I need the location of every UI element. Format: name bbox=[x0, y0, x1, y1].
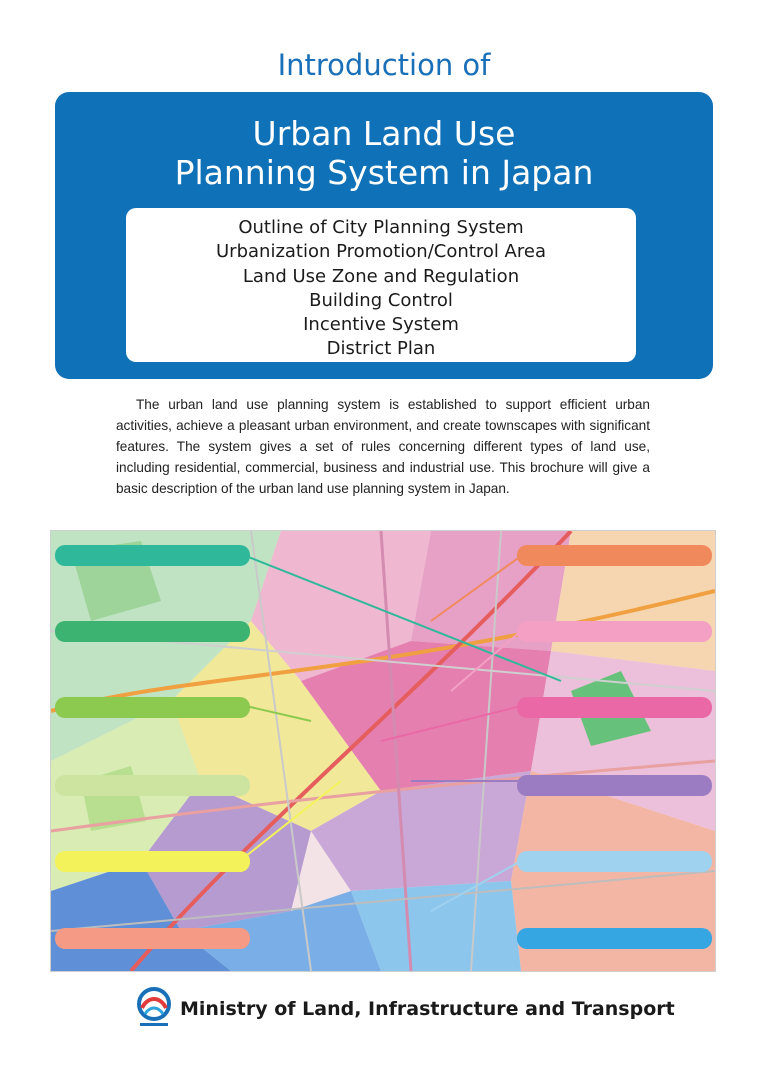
legend-bar-left bbox=[55, 697, 250, 718]
main-title-line1: Urban Land Use bbox=[252, 114, 516, 153]
main-title-line2: Planning System in Japan bbox=[174, 153, 594, 192]
legend-bar-right bbox=[517, 775, 712, 796]
pre-title: Introduction of bbox=[277, 48, 491, 82]
legend-bar-left bbox=[55, 775, 250, 796]
topic-item: Urbanization Promotion/Control Area bbox=[216, 241, 546, 263]
legend-bar-left bbox=[55, 545, 250, 566]
land-use-map bbox=[50, 530, 716, 972]
legend-bar-left bbox=[55, 851, 250, 872]
topic-item: Outline of City Planning System bbox=[238, 217, 524, 238]
ministry-logo-icon bbox=[134, 986, 174, 1030]
legend-bar-right bbox=[517, 928, 712, 949]
map-illustration bbox=[51, 531, 715, 971]
legend-bar-left bbox=[55, 928, 250, 949]
topic-item: Incentive System bbox=[303, 314, 459, 336]
topic-item: Building Control bbox=[309, 289, 453, 311]
legend-bar-right bbox=[517, 851, 712, 872]
legend-bar-left bbox=[55, 621, 250, 642]
intro-paragraph: The urban land use planning system is established to support efficient urban activities, achieve a pleasant urban environment, and create townscapes with significant features. The system gives a set of rules concerning different types of land use, including residential, commercial, business and industrial use. This brochure will give a basic description of the urban land use planning system in Japan. bbox=[116, 397, 650, 496]
topics-list bbox=[126, 216, 636, 362]
legend-bar-right bbox=[517, 545, 712, 566]
topic-item: District Plan bbox=[326, 338, 436, 360]
topic-item: Land Use Zone and Regulation bbox=[242, 265, 520, 287]
ministry-name: Ministry of Land, Infrastructure and Transport bbox=[180, 998, 675, 1020]
legend-bar-right bbox=[517, 621, 712, 642]
main-title bbox=[0, 114, 768, 192]
legend-bar-right bbox=[517, 697, 712, 718]
